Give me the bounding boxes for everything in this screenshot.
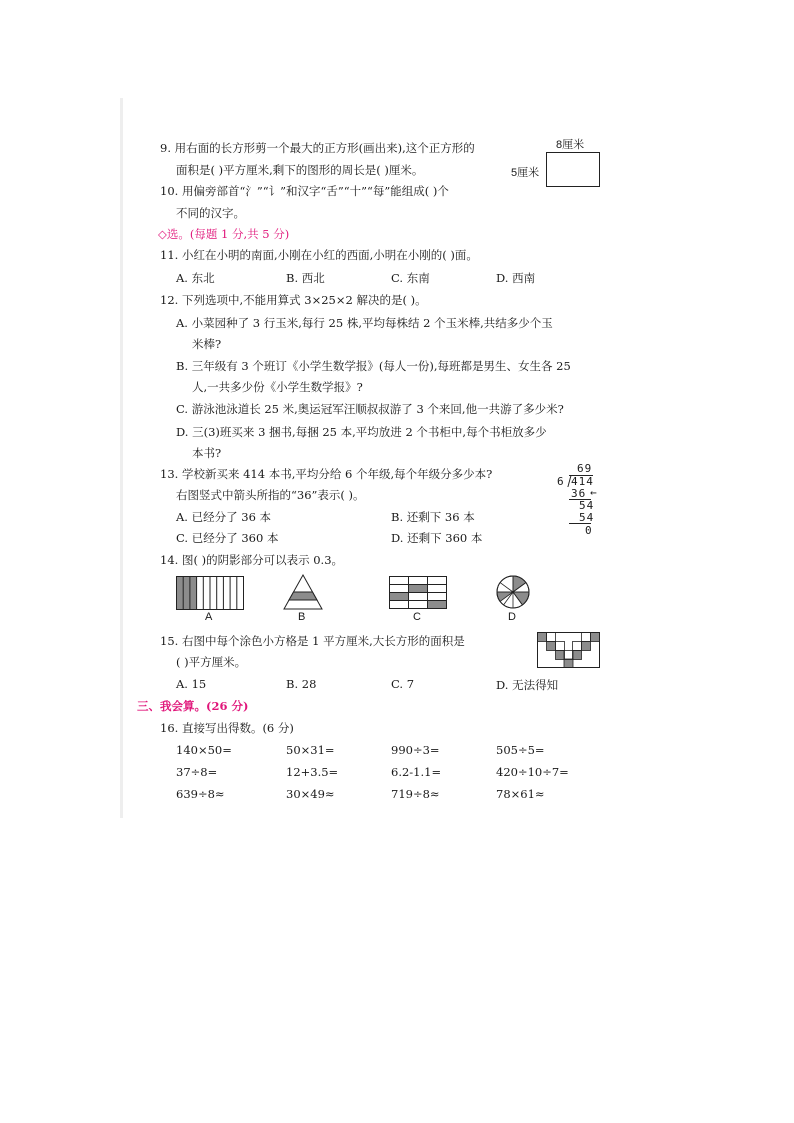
q14-label-c: C	[413, 611, 421, 623]
q13-option-a: A. 已经分了 36 本	[176, 510, 272, 524]
q16-r3-c1: 639÷8≈	[176, 787, 225, 801]
q13-line2: 右图竖式中箭头所指的“36”表示( )。	[176, 488, 365, 502]
q16-stem: 16. 直接写出得数。(6 分)	[160, 721, 294, 735]
division-arrow-icon: ←	[590, 486, 597, 499]
q14-figure-c	[389, 576, 447, 609]
division-quotient: 69	[577, 462, 593, 475]
q15-option-c: C. 7	[391, 677, 415, 691]
division-step1: 36	[571, 487, 587, 500]
q16-r1-c4: 505÷5=	[496, 743, 545, 757]
q14-figure-d	[496, 575, 530, 609]
q14-label-d: D	[508, 611, 516, 623]
q9-line1: 9. 用右面的长方形剪一个最大的正方形(画出来),这个正方形的	[160, 141, 475, 155]
q14-label-a: A	[205, 611, 213, 623]
q16-r2-c3: 6.2-1.1=	[391, 765, 442, 779]
q14-stem: 14. 图( )的阴影部分可以表示 0.3。	[160, 553, 344, 567]
division-step2: 54	[579, 499, 595, 512]
q12-option-a-line2: 米棒?	[192, 337, 222, 351]
q15-option-b: B. 28	[286, 677, 317, 691]
q9-rectangle-figure	[546, 152, 600, 187]
q11-stem: 11. 小红在小明的南面,小刚在小红的西面,小明在小刚的( )面。	[160, 248, 478, 262]
q13-long-division	[554, 462, 606, 538]
division-step3: 54	[579, 511, 595, 524]
q16-r3-c4: 78×61≈	[496, 787, 545, 801]
section3-heading: 三、我会算。(26 分)	[137, 699, 249, 713]
q10-line2: 不同的汉字。	[176, 206, 245, 220]
q12-option-d-line2: 本书?	[192, 446, 222, 460]
q12-option-a-line1: A. 小菜园种了 3 行玉米,每行 25 株,平均每株结 2 个玉米棒,共结多少个玉	[176, 316, 553, 330]
q16-r3-c2: 30×49≈	[286, 787, 335, 801]
q14-label-b: B	[298, 611, 306, 623]
division-divisor: 6	[557, 475, 564, 488]
q11-option-d: D. 西南	[496, 271, 536, 285]
q13-option-c: C. 已经分了 360 本	[176, 531, 279, 545]
q15-grid-figure	[537, 632, 600, 668]
q14-figure-a	[176, 576, 244, 610]
q13-line1: 13. 学校新买来 414 本书,平均分给 6 个年级,每个年级分多少本?	[160, 467, 493, 481]
q9-height-label: 5厘米	[511, 167, 540, 179]
q16-r1-c2: 50×31=	[286, 743, 335, 757]
q11-option-b: B. 西北	[286, 271, 325, 285]
q11-option-c: C. 东南	[391, 271, 430, 285]
q12-option-b-line2: 人,一共多少份《小学生数学报》?	[192, 380, 363, 394]
q15-line1: 15. 右图中每个涂色小方格是 1 平方厘米,大长方形的面积是	[160, 634, 465, 648]
q14-figure-b	[283, 574, 323, 610]
q15-line2: ( )平方厘米。	[176, 655, 247, 669]
q16-r1-c3: 990÷3=	[391, 743, 440, 757]
q12-option-d-line1: D. 三(3)班买来 3 捆书,每捆 25 本,平均放进 2 个书柜中,每个书柜放多少	[176, 425, 547, 439]
q12-option-b-line1: B. 三年级有 3 个班订《小学生数学报》(每人一份),每班都是男生、女生各 25	[176, 359, 571, 373]
q9-line2: 面积是( )平方厘米,剩下的图形的周长是( )厘米。	[176, 163, 424, 177]
section2-heading: ◇选。(每题 1 分,共 5 分)	[158, 227, 290, 241]
q9-width-label: 8厘米	[556, 139, 585, 151]
q10-line1: 10. 用偏旁部首“氵”“讠”和汉字“舌”“十”“每”能组成( )个	[160, 184, 449, 198]
q15-option-a: A. 15	[176, 677, 207, 691]
q16-r3-c3: 719÷8≈	[391, 787, 440, 801]
q12-option-c: C. 游泳池泳道长 25 米,奥运冠军汪顺叔叔游了 3 个来回,他一共游了多少米?	[176, 402, 564, 416]
q12-stem: 12. 下列选项中,不能用算式 3×25×2 解决的是( )。	[160, 293, 427, 307]
q13-option-b: B. 还剩下 36 本	[391, 510, 475, 524]
q16-r2-c2: 12+3.5=	[286, 765, 339, 779]
division-dividend: 414	[571, 475, 594, 488]
q11-option-a: A. 东北	[176, 271, 215, 285]
q16-r1-c1: 140×50=	[176, 743, 232, 757]
q16-r2-c4: 420÷10÷7=	[496, 765, 569, 779]
binding-margin-line	[120, 98, 123, 818]
q15-option-d: D. 无法得知	[496, 678, 559, 692]
q13-option-d: D. 还剩下 360 本	[391, 531, 483, 545]
q16-r2-c1: 37÷8=	[176, 765, 218, 779]
division-remainder: 0	[585, 524, 592, 537]
